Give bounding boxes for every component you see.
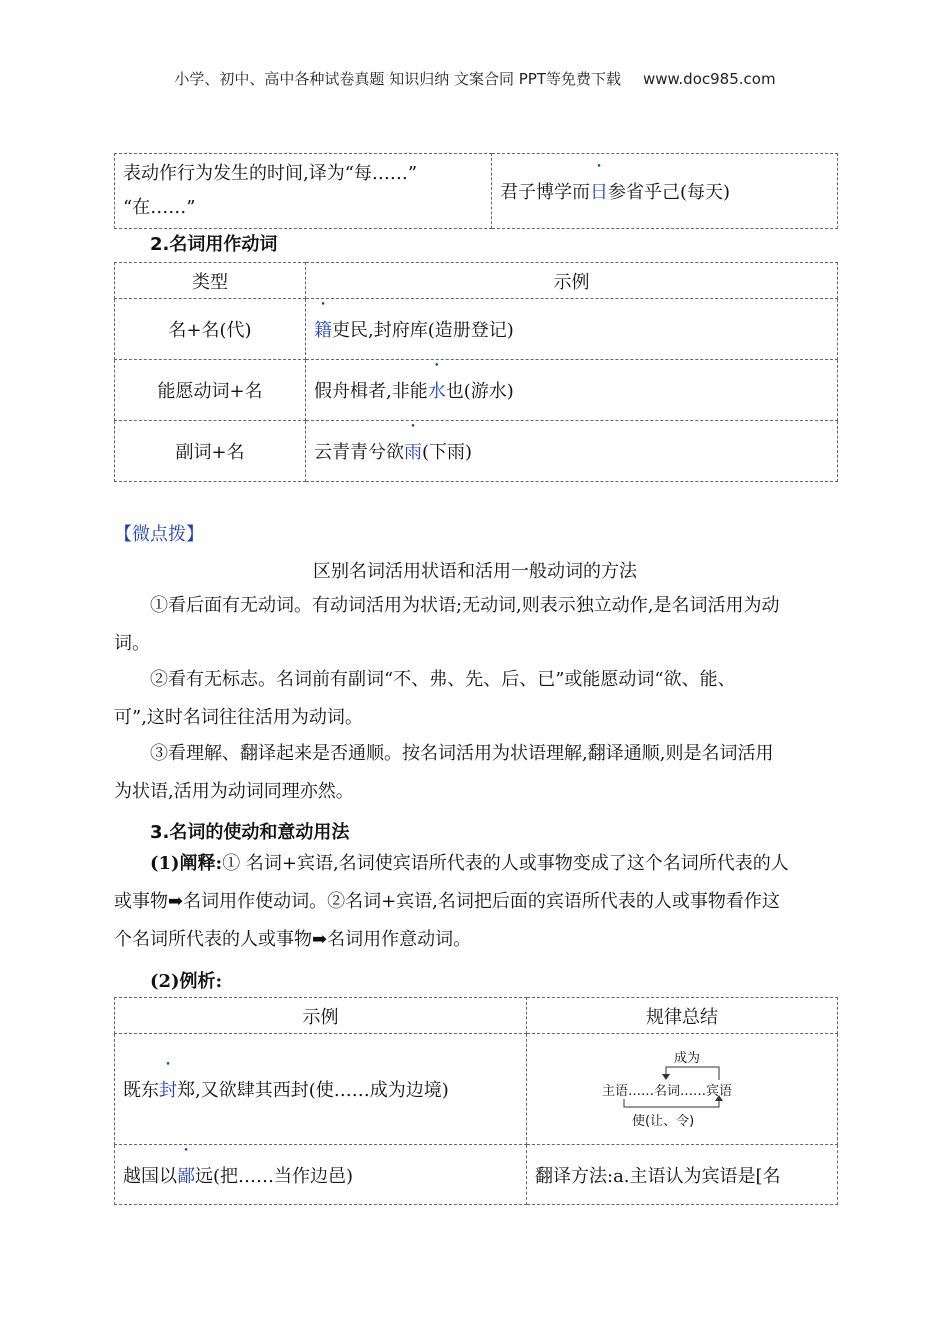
header-rule: 规律总结 (527, 998, 838, 1034)
row-example: 籍吏民,封府库(造册登记) (306, 299, 838, 360)
diagram-bottom-label: 使(让、令) (632, 1114, 695, 1129)
row-example: 越国以鄙远(把……当作边邑) (115, 1145, 527, 1205)
tip-label: 【微点拨】 (114, 524, 204, 545)
tip-paragraph-1: ①看后面有无动词。有动词活用为状语;无动词,则表示独立动作,是名词活用为动 词。 (114, 595, 780, 654)
time-usage-desc: 表动作行为发生的时间,译为“每……” “在……” (115, 154, 492, 229)
row-type: 副词+名 (115, 421, 306, 482)
highlighted-word: 雨 (404, 442, 422, 463)
explanation-label: (1)阐释: (150, 853, 223, 874)
diagram-main-row: 主语……名词……宾语 (602, 1084, 733, 1099)
page-header (0, 68, 950, 89)
diagram-noun: 名词 (654, 1084, 681, 1099)
diagram-object: 宾语 (706, 1084, 733, 1099)
row-type: 能愿动词+名 (115, 360, 306, 421)
row-example: 云青青兮欲雨(下雨) (306, 421, 838, 482)
causative-table (114, 997, 838, 1205)
noun-as-verb-table (114, 262, 838, 482)
header-site-link[interactable]: www.doc985.com (642, 70, 776, 88)
explanation-paragraph: (1)阐释:① 名词+宾语,名词使宾语所代表的人或事物变成了这个名词所代表的人 或事物➡名词用作使动词。②名词+宾语,名词把后面的宾语所代表的人或事物看作这 个名词所代表的人或事物➡名词用作意动词。 (114, 853, 789, 950)
header-example: 示例 (306, 263, 838, 299)
diagram-top-label: 成为 (674, 1051, 701, 1066)
row-example: 假舟楫者,非能水也(游水) (306, 360, 838, 421)
row-type: 名+名(代) (115, 299, 306, 360)
example-label: (2)例析: (150, 971, 223, 992)
highlighted-word: 鄙 (177, 1165, 195, 1187)
highlighted-word: 封 (159, 1080, 177, 1101)
header-example: 示例 (115, 998, 527, 1034)
time-usage-table (114, 153, 838, 229)
section-3-title: 3.名词的使动和意动用法 (150, 822, 350, 843)
highlighted-word: 籍 (314, 320, 332, 341)
tip-paragraph-3: ③看理解、翻译起来是否通顺。按名词活用为状语理解,翻译通顺,则是名词活用 为状语,活用为动词同理亦然。 (114, 743, 774, 802)
rule-diagram-cell (527, 1034, 838, 1145)
rule-diagram (602, 1047, 762, 1131)
tip-paragraph-2: ②看有无标志。名词前有副词“不、弗、先、后、已”或能愿动词“欲、能、 可”,这时名词往往活用为动词。 (114, 669, 736, 728)
translation-method: 翻译方法:a.主语认为宾语是[名 (527, 1145, 838, 1205)
row-example: 既东封郑,又欲肆其西封(使……成为边境) (115, 1034, 527, 1145)
time-usage-example: 君子博学而日参省乎己(每天) (492, 154, 838, 229)
header-text: 小学、初中、高中各种试卷真题 知识归纳 文案合同 PPT等免费下载 (174, 70, 621, 88)
highlighted-word: 日 (590, 182, 608, 203)
diagram-subject: 主语 (602, 1084, 629, 1099)
highlighted-word: 水 (427, 381, 446, 402)
header-type: 类型 (115, 263, 306, 299)
tip-title: 区别名词活用状语和活用一般动词的方法 (313, 561, 637, 582)
section-2-title: 2.名词用作动词 (150, 234, 278, 255)
